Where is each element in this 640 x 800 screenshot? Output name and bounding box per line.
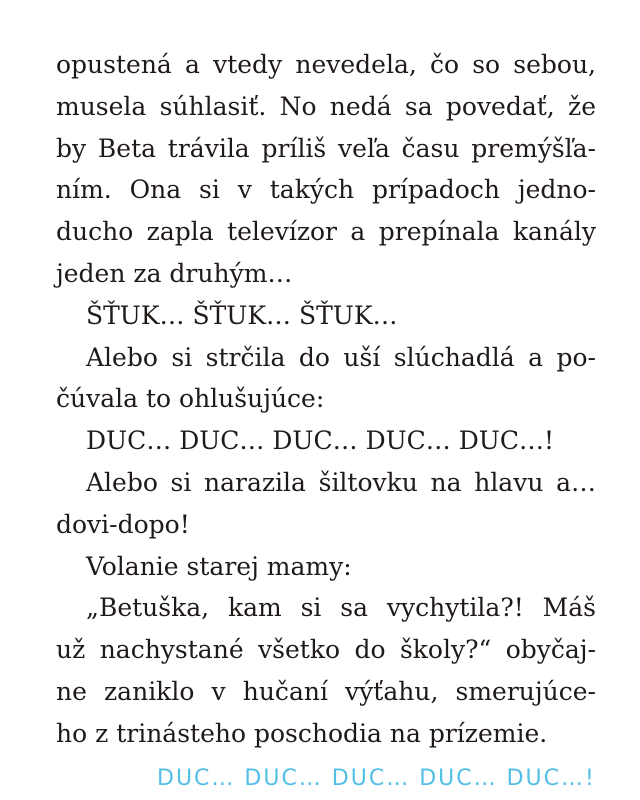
text-line-3: by Beta trávila príliš veľa času premýšľa-	[56, 133, 596, 163]
illustration-sound-effect: DUC… DUC… DUC… DUC… DUC…!	[157, 766, 596, 791]
text-line-1: opustená a vtedy nevedela, čo so sebou,	[56, 50, 596, 79]
text-line-5: ducho zapla televízor a prepínala kanály	[56, 217, 596, 247]
text-line-14: „Betuška, kam si sa vychytila?! Máš	[86, 593, 596, 623]
text-line-6: jeden za druhým…	[56, 258, 293, 288]
text-line-13: Volanie starej mamy:	[86, 551, 352, 581]
text-line-7: ŠŤUK… ŠŤUK… ŠŤUK…	[86, 300, 398, 330]
text-line-8: Alebo si strčila do uší slúchadlá a po-	[86, 342, 596, 372]
text-line-12: dovi-dopo!	[56, 509, 190, 539]
text-line-11: Alebo si narazila šiltovku na hlavu a…	[86, 467, 596, 497]
text-line-9: čúvala to ohlušujúce:	[56, 384, 325, 414]
text-line-4: ním. Ona si v takých prípadoch jedno-	[56, 175, 596, 205]
text-line-2: musela súhlasiť. No nedá sa povedať, že	[56, 91, 596, 121]
text-line-10: DUC… DUC… DUC… DUC… DUC…!	[86, 426, 555, 456]
text-line-17: ho z trinásteho poschodia na prízemie.	[56, 718, 548, 748]
text-line-16: ne zaniklo v hučaní výťahu, smerujúce-	[56, 676, 596, 706]
text-block	[56, 44, 596, 755]
text-line-15: už nachystané všetko do školy?“ obyčaj-	[56, 635, 596, 665]
